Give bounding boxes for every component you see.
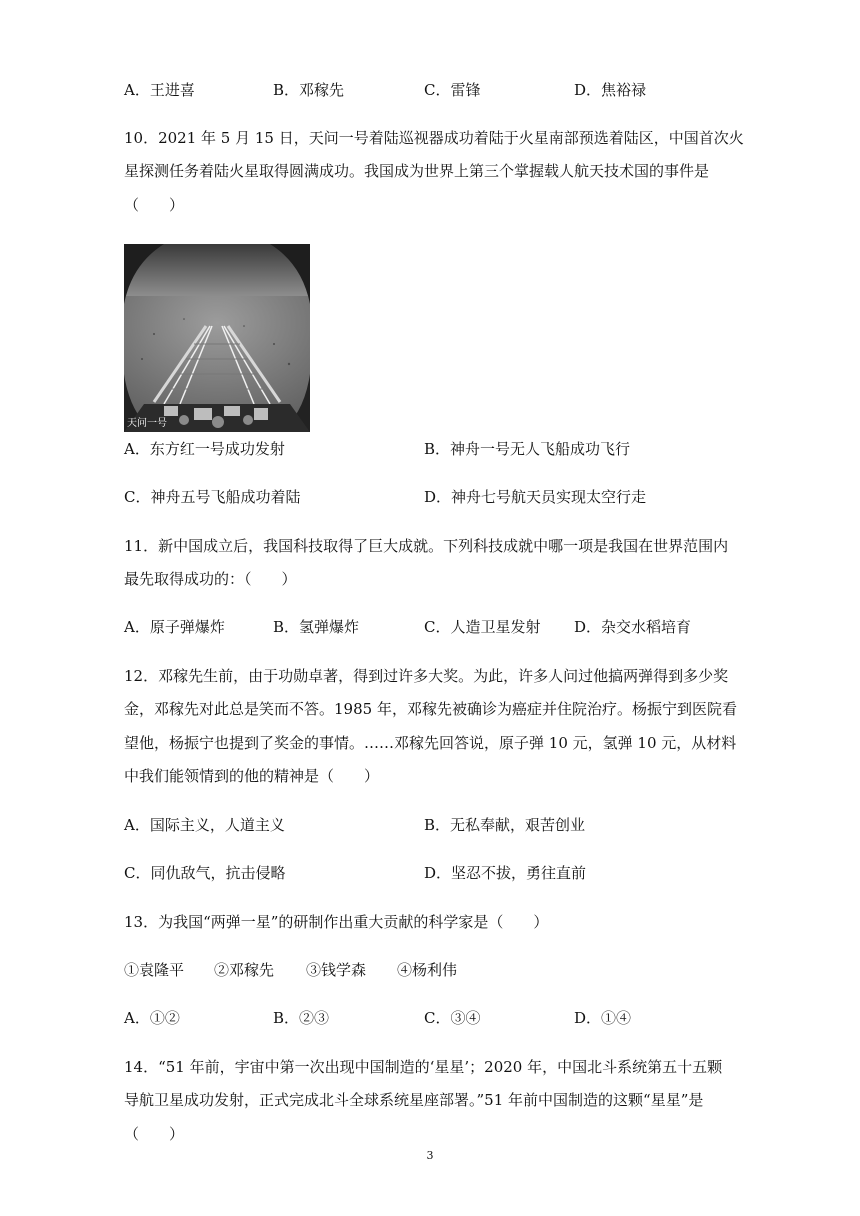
q9-option-d: D．焦裕禄 [574,81,647,99]
q9-option-b: B．邓稼先 [273,81,345,99]
q12-stem-line-2: 金，邓稼先对此总是笑而不答。1985 年，邓稼先被确诊为癌症并住院治疗。杨振宁到医院看 [124,700,737,718]
q13-item-1: ①袁隆平 [124,961,185,979]
q12-option-b: B．无私奉献，艰苦创业 [424,816,586,834]
q10-option-a: A．东方红一号成功发射 [124,440,285,458]
photo-caption: 天问一号 [127,418,167,429]
q13-item-3: ③钱学森 [306,961,367,979]
q10-stem-line-1: 10．2021 年 5 月 15 日，天问一号着陆巡视器成功着陆于火星南部预选着陆区，中国首次火 [124,129,744,147]
q14-stem-line-2: 导航卫星成功发射，正式完成北斗全球系统星座部署。”51 年前中国制造的这颗“星星”是 [124,1091,704,1109]
q12-stem-line-3: 望他，杨振宁也提到了奖金的事情。……邓稼先回答说，原子弹 10 元，氢弹 10 元，从材料 [124,734,737,752]
q10-option-d: D．神舟七号航天员实现太空行走 [424,488,647,506]
q13-item-2: ②邓稼先 [214,961,275,979]
q11-stem-line-1: 11．新中国成立后，我国科技取得了巨大成就。下列科技成就中哪一项是我国在世界范围内 [124,537,729,555]
q10-option-b: B．神舟一号无人飞船成功飞行 [424,440,631,458]
q13-option-c: C．③④ [424,1009,481,1027]
q11-option-b: B．氢弹爆炸 [273,618,360,636]
q12-option-d: D．坚忍不拔，勇往直前 [424,864,587,882]
q12-option-c: C．同仇敌气，抗击侵略 [124,864,286,882]
q13-option-a: A．①② [124,1009,180,1027]
q13-stem: 13．为我国“两弹一星”的研制作出重大贡献的科学家是（ ） [124,913,549,931]
q13-option-b: B．②③ [273,1009,330,1027]
q11-option-c: C．人造卫星发射 [424,618,541,636]
q11-stem-line-2: 最先取得成功的：（ ） [124,570,297,588]
q12-stem-line-4: 中我们能领情到的他的精神是（ ） [124,767,380,785]
q10-option-c: C．神舟五号飞船成功着陆 [124,488,301,506]
q12-option-a: A．国际主义，人道主义 [124,816,285,834]
q10-stem-line-3: （ ） [124,196,185,214]
q14-stem-line-1: 14．“51 年前，宇宙中第一次出现中国制造的‘星星’；2020 年，中国北斗系统第五十五颗 [124,1058,723,1076]
q9-option-a: A．王进喜 [124,81,195,99]
q9-option-c: C．雷锋 [424,81,481,99]
q13-item-4: ④杨利伟 [397,961,458,979]
q13-option-d: D．①④ [574,1009,632,1027]
q14-stem-line-3: （ ） [124,1125,185,1143]
q11-option-a: A．原子弹爆炸 [124,618,225,636]
q11-option-d: D．杂交水稻培育 [574,618,692,636]
q12-stem-line-1: 12．邓稼先生前，由于功勋卓著，得到过许多大奖。为此，许多人问过他搞两弹得到多少奖 [124,667,729,685]
q10-stem-line-2: 星探测任务着陆火星取得圆满成功。我国成为世界上第三个掌握载人航天技术国的事件是 [124,162,710,180]
mars-rover-photo [124,244,310,432]
page-number: 3 [426,1149,434,1162]
